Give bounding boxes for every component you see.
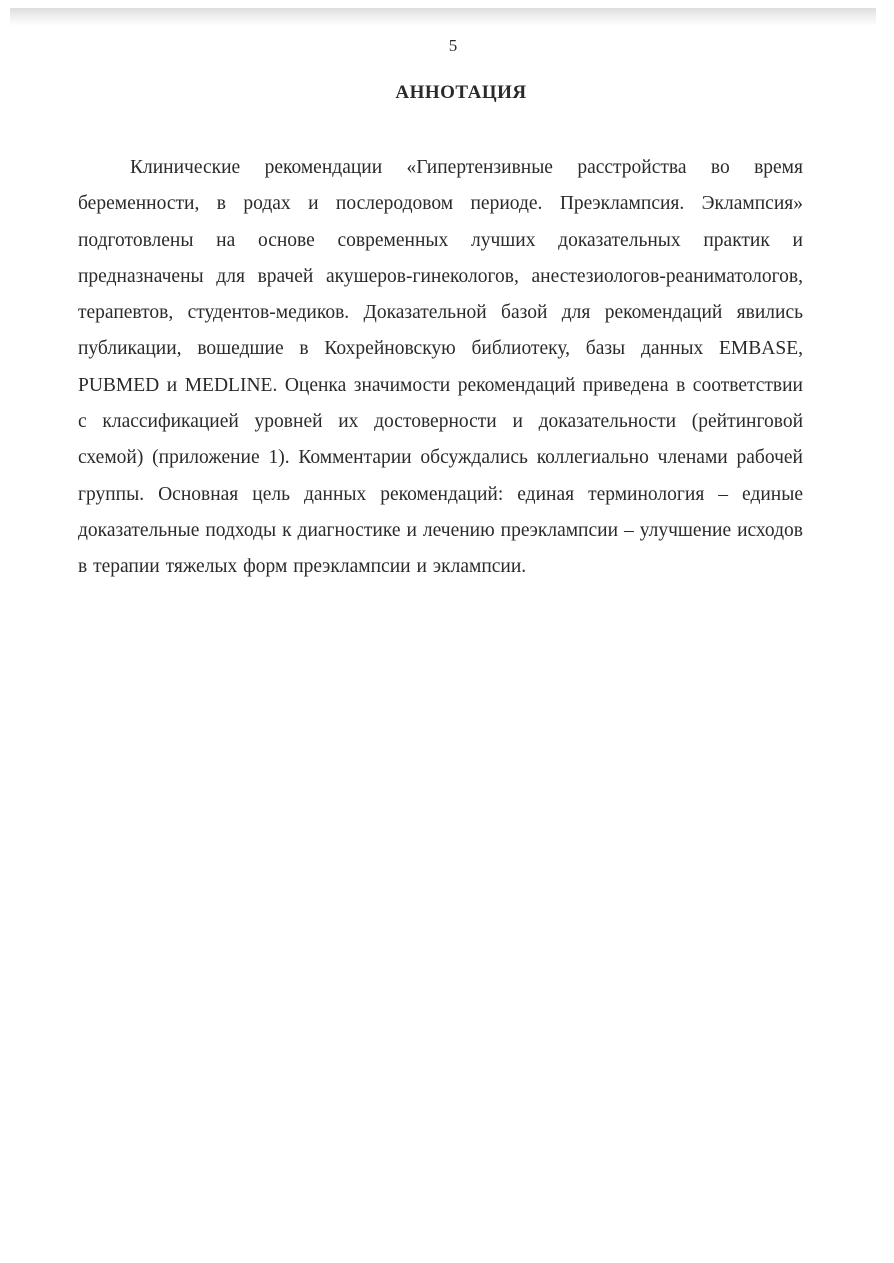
annotation-heading: АННОТАЦИЯ: [395, 82, 527, 103]
annotation-paragraph: Клинические рекомендации «Гипертензивные расстройства во время беременности, в родах и послеродовом периоде. Преэклампсия. Эклампсия» подготовлены на основе современных лучших доказательных практик и предназначены для врачей акушеров-гинекологов, анестезиологов-реаниматологов, терапевтов, студентов-медиков. Доказательной базой для рекомендаций явились публикации, вошедшие в Кохрейновскую библиотеку, базы данных EMBASE, PUBMED и MEDLINE. Оценка значимости рекомендаций приведена в соответствии с классификацией уровней их достоверности и доказательности (рейтинговой схемой) (приложение 1). Комментарии обсуждались коллегиально членами рабочей группы. Основная цель данных рекомендаций: единая терминология – единые доказательные подходы к диагностике и лечению преэклампсии – улучшение исходов в терапии тяжелых форм преэклампсии и эклампсии.: [78, 157, 803, 578]
scan-edge-shadow: [10, 8, 876, 26]
page-number: 5: [448, 36, 458, 55]
